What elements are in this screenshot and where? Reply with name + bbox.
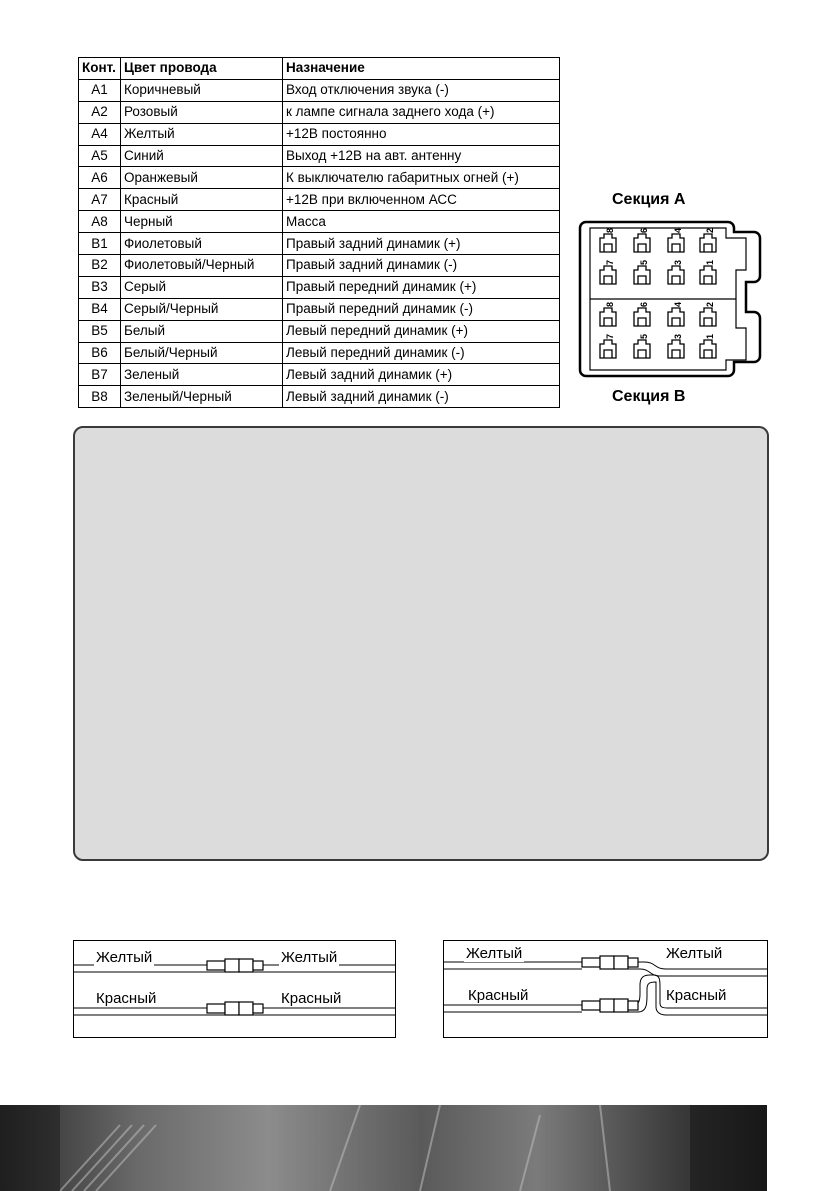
connector-pins bbox=[600, 228, 716, 358]
connector-pin bbox=[700, 260, 716, 284]
pin-cell: B3 bbox=[79, 276, 121, 298]
pin-number: 1 bbox=[705, 259, 715, 265]
purpose-cell: Выход +12В на авт. антенну bbox=[283, 145, 560, 167]
decorative-photo-band bbox=[0, 1105, 767, 1191]
table-row bbox=[79, 101, 560, 123]
pin-number: 8 bbox=[605, 227, 615, 233]
connector-pin bbox=[600, 260, 616, 284]
purpose-cell: К выключателю габаритных огней (+) bbox=[283, 167, 560, 189]
pin-cell: A1 bbox=[79, 79, 121, 101]
purpose-cell: Правый передний динамик (-) bbox=[283, 298, 560, 320]
wiring-diagram-normal bbox=[73, 940, 396, 1038]
connector-pin bbox=[634, 228, 650, 252]
wire-label-red-left: Красный bbox=[468, 987, 529, 1004]
wire-color-cell: Фиолетовый/Черный bbox=[121, 255, 283, 277]
wire-color-cell: Желтый bbox=[121, 123, 283, 145]
wire-color-cell: Розовый bbox=[121, 101, 283, 123]
yellow-connector-plug bbox=[582, 956, 638, 969]
purpose-cell: к лампе сигнала заднего хода (+) bbox=[283, 101, 560, 123]
pin-cell: B4 bbox=[79, 298, 121, 320]
pin-cell: A2 bbox=[79, 101, 121, 123]
table-row bbox=[79, 255, 560, 277]
wire-label-yellow-right: Желтый bbox=[666, 945, 723, 962]
connector-pin bbox=[700, 228, 716, 252]
table-row bbox=[79, 79, 560, 101]
table-row bbox=[79, 233, 560, 255]
table-row bbox=[79, 167, 560, 189]
yellow-connector-plug bbox=[207, 959, 263, 972]
red-connector-plug bbox=[582, 999, 638, 1012]
wire-label-red-right: Красный bbox=[281, 990, 342, 1007]
wire-color-cell: Фиолетовый bbox=[121, 233, 283, 255]
wire-label-red-left: Красный bbox=[96, 990, 157, 1007]
table-row bbox=[79, 320, 560, 342]
pin-cell: B1 bbox=[79, 233, 121, 255]
pin-cell: B8 bbox=[79, 386, 121, 408]
pin-number: 2 bbox=[705, 301, 715, 307]
pin-cell: B7 bbox=[79, 364, 121, 386]
section-b-label: Секция B bbox=[612, 388, 686, 405]
table-row bbox=[79, 364, 560, 386]
purpose-cell: Правый передний динамик (+) bbox=[283, 276, 560, 298]
pin-cell: A6 bbox=[79, 167, 121, 189]
wire-color-cell: Зеленый/Черный bbox=[121, 386, 283, 408]
wire-color-cell: Коричневый bbox=[121, 79, 283, 101]
purpose-cell: Правый задний динамик (+) bbox=[283, 233, 560, 255]
info-panel bbox=[73, 426, 769, 861]
pin-cell: A4 bbox=[79, 123, 121, 145]
wire-color-cell: Белый bbox=[121, 320, 283, 342]
purpose-cell: Левый передний динамик (+) bbox=[283, 320, 560, 342]
connector-pin bbox=[634, 260, 650, 284]
connector-pin bbox=[600, 302, 616, 326]
purpose-cell: Левый задний динамик (-) bbox=[283, 386, 560, 408]
pin-number: 8 bbox=[605, 301, 615, 307]
table-row bbox=[79, 145, 560, 167]
purpose-cell: Левый задний динамик (+) bbox=[283, 364, 560, 386]
red-connector-plug bbox=[207, 1002, 263, 1015]
purpose-cell: Масса bbox=[283, 211, 560, 233]
iso-connector-diagram bbox=[578, 220, 768, 380]
pin-cell: A7 bbox=[79, 189, 121, 211]
connector-pin bbox=[600, 334, 616, 358]
pin-number: 4 bbox=[673, 227, 683, 233]
pin-number: 7 bbox=[605, 333, 615, 339]
table-row bbox=[79, 298, 560, 320]
table-row bbox=[79, 386, 560, 408]
pin-number: 3 bbox=[673, 259, 683, 265]
header-pin: Конт. bbox=[79, 58, 121, 80]
connector-pin bbox=[600, 228, 616, 252]
section-a-label: Секция A bbox=[612, 191, 686, 208]
purpose-cell: +12В постоянно bbox=[283, 123, 560, 145]
connector-pin bbox=[700, 302, 716, 326]
purpose-cell: Левый передний динамик (-) bbox=[283, 342, 560, 364]
wiring-diagram-crossed bbox=[443, 940, 768, 1038]
pin-cell: A8 bbox=[79, 211, 121, 233]
wire-color-cell: Белый/Черный bbox=[121, 342, 283, 364]
purpose-cell: +12В при включенном АСС bbox=[283, 189, 560, 211]
wire-color-cell: Синий bbox=[121, 145, 283, 167]
connector-pin bbox=[634, 302, 650, 326]
purpose-cell: Вход отключения звука (-) bbox=[283, 79, 560, 101]
wire-color-cell: Черный bbox=[121, 211, 283, 233]
connector-pin bbox=[700, 334, 716, 358]
wire-label-yellow-right: Желтый bbox=[281, 949, 338, 966]
pin-assignment-table bbox=[78, 57, 560, 408]
photo-texture bbox=[0, 1105, 767, 1191]
table-row bbox=[79, 189, 560, 211]
connector-pin bbox=[668, 260, 684, 284]
pin-number: 5 bbox=[639, 259, 649, 265]
table-row bbox=[79, 342, 560, 364]
pin-cell: B6 bbox=[79, 342, 121, 364]
purpose-cell: Правый задний динамик (-) bbox=[283, 255, 560, 277]
header-purpose: Назначение bbox=[283, 58, 560, 80]
pin-cell: B2 bbox=[79, 255, 121, 277]
table-row bbox=[79, 276, 560, 298]
connector-pin bbox=[668, 302, 684, 326]
pin-number: 6 bbox=[639, 227, 649, 233]
pin-number: 1 bbox=[705, 333, 715, 339]
table-header-row bbox=[79, 58, 560, 80]
wire-color-cell: Серый bbox=[121, 276, 283, 298]
pin-number: 3 bbox=[673, 333, 683, 339]
pin-cell: B5 bbox=[79, 320, 121, 342]
wire-label-yellow-left: Желтый bbox=[466, 945, 523, 962]
wire-color-cell: Оранжевый bbox=[121, 167, 283, 189]
pin-number: 7 bbox=[605, 259, 615, 265]
connector-pin bbox=[668, 334, 684, 358]
wire-color-cell: Красный bbox=[121, 189, 283, 211]
pin-number: 6 bbox=[639, 301, 649, 307]
connector-pin bbox=[634, 334, 650, 358]
wire-color-cell: Серый/Черный bbox=[121, 298, 283, 320]
pin-number: 5 bbox=[639, 333, 649, 339]
wire-color-cell: Зеленый bbox=[121, 364, 283, 386]
pin-number: 4 bbox=[673, 301, 683, 307]
wire-label-red-right: Красный bbox=[666, 987, 727, 1004]
table-row bbox=[79, 211, 560, 233]
pin-number: 2 bbox=[705, 227, 715, 233]
header-wire-color: Цвет провода bbox=[121, 58, 283, 80]
connector-pin bbox=[668, 228, 684, 252]
wire-label-yellow-left: Желтый bbox=[96, 949, 153, 966]
table-row bbox=[79, 123, 560, 145]
pin-cell: A5 bbox=[79, 145, 121, 167]
